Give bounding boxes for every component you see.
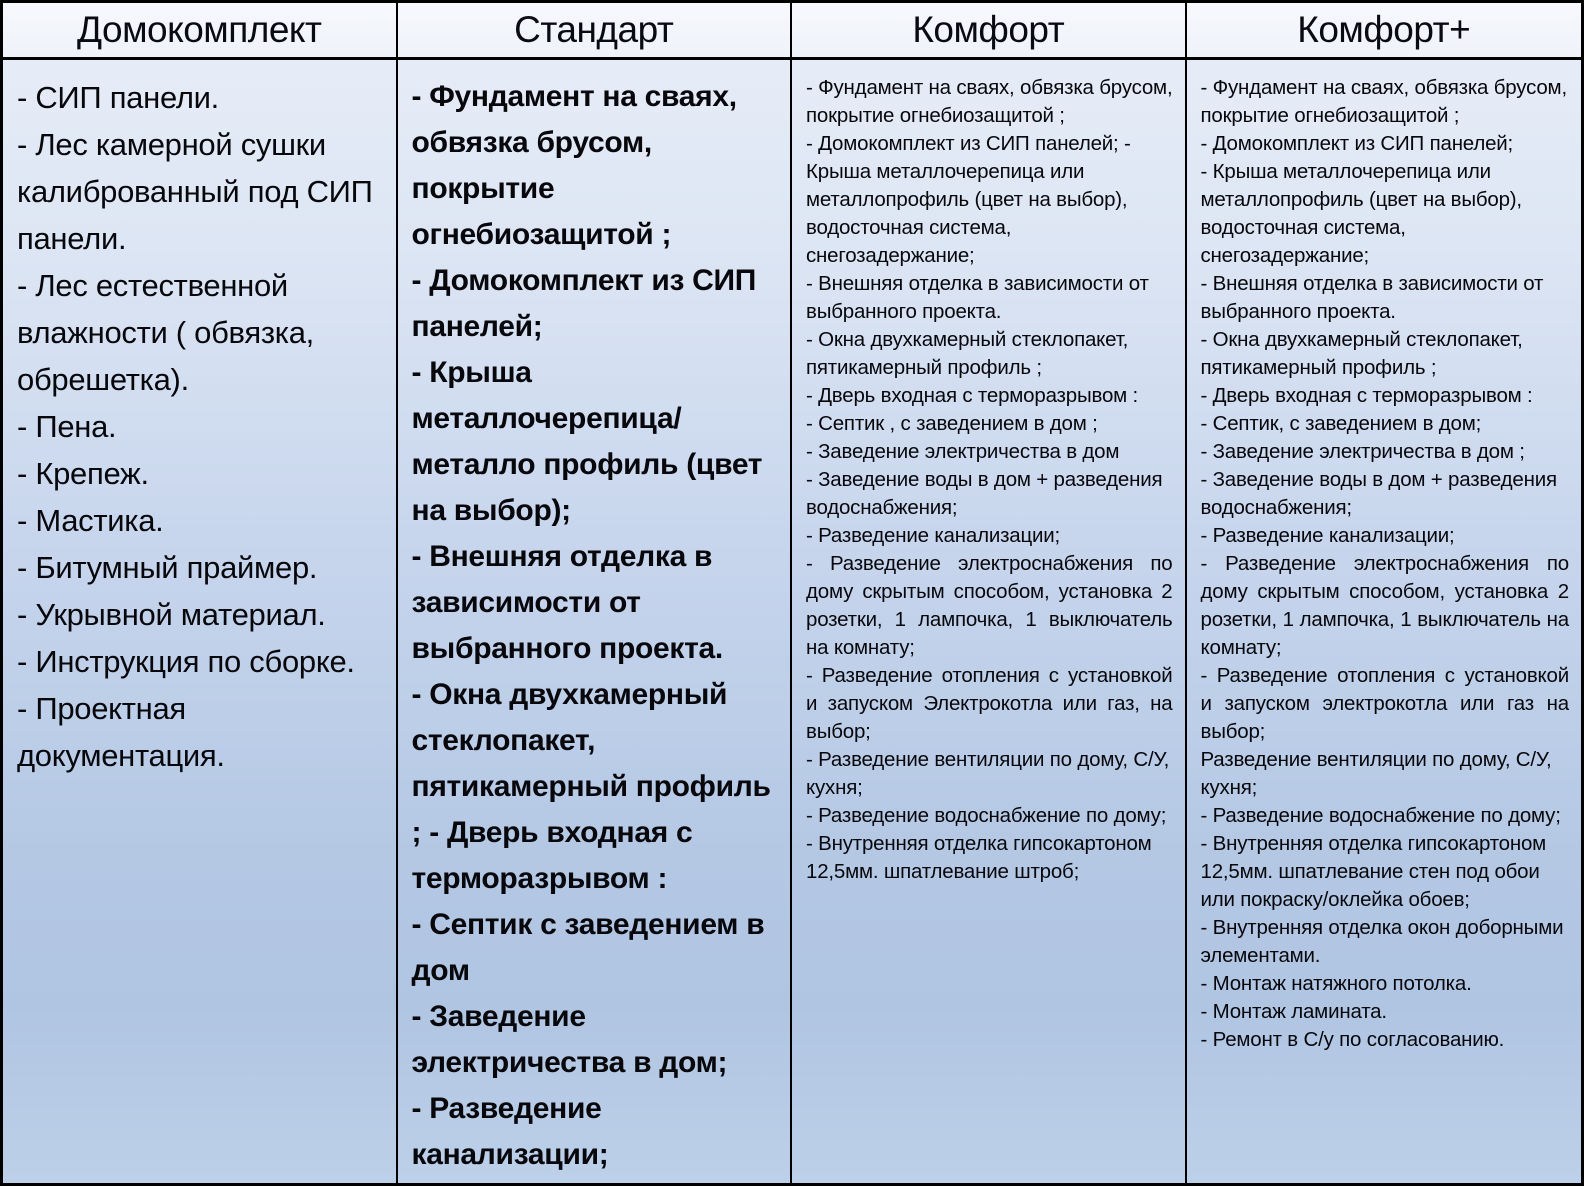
feature-item: - Крыша металлочерепица или металлопрофиль (цвет на выбор), водосточная система, снегозадержание; bbox=[1200, 160, 1522, 267]
feature-item: - Заведение электричества в дом ; bbox=[1200, 440, 1525, 463]
feature-item: - Домокомплект из СИП панелей; - Крыша металлочерепица или металлопрофиль (цвет на выбор), водосточная система, снегозадержание; bbox=[806, 132, 1131, 267]
column-body-komfort bbox=[792, 60, 1187, 1183]
feature-item: - Окна двухкамерный стеклопакет, пятикамерный профиль ; bbox=[806, 328, 1129, 379]
feature-item: - Внешняя отделка в зависимости от выбранного проекта. bbox=[1200, 272, 1544, 323]
feature-item: - Септик , с заведением в дом ; bbox=[806, 412, 1098, 435]
feature-item: - Внутренняя отделка окон доборными элементами. bbox=[1200, 916, 1564, 967]
feature-item: - Разведение отопления с установкой и запуском Электрокотла или газ, на выбор; bbox=[806, 664, 1173, 743]
feature-item: - Лес камерной сушки калиброванный под СИП панели. bbox=[17, 127, 373, 256]
feature-item: - Фундамент на сваях, обвязка брусом, покрытие огнебиозащитой ; bbox=[1200, 76, 1567, 127]
column-body-domokomplekt bbox=[3, 60, 398, 1183]
column-body-standart bbox=[398, 60, 793, 1183]
feature-item: - Окна двухкамерный стеклопакет, пятикамерный профиль ; - Дверь входная с терморазрывом : bbox=[411, 678, 771, 895]
feature-item: - Ремонт в С/у по согласованию. bbox=[1200, 1028, 1505, 1051]
feature-item: - Разведение канализации; bbox=[411, 1092, 609, 1171]
feature-item: - Разведение водоснабжение по дому; - Внутренняя отделка гипсокартоном 12,5мм. шпатлевание стен под обои или покраску/оклейка обоев; bbox=[1200, 804, 1561, 911]
feature-item: - Разведение электроснабжения по дому скрытым способом, установка 2 розетки, 1 лампочка, 1 выключатель на комнату; bbox=[1200, 552, 1569, 659]
feature-item: - Дверь входная с терморазрывом : bbox=[1200, 384, 1533, 407]
feature-item: - Монтаж натяжного потолка. bbox=[1200, 972, 1472, 995]
feature-item: - Крыша металлочерепица/металло профиль (цвет на выбор); bbox=[411, 356, 763, 527]
feature-item: - Проектная документация. bbox=[17, 691, 225, 773]
column-header-standart bbox=[398, 3, 793, 60]
column-body-komfort-plus bbox=[1187, 60, 1582, 1183]
feature-item: - Дверь входная с терморазрывом : bbox=[806, 384, 1139, 407]
feature-item: - Разведение электроснабжения по дому скрытым способом, установка 2 розетки, 1 лампочка, 1 выключатель на комнату; bbox=[806, 552, 1173, 659]
column-title: Комфорт bbox=[912, 9, 1065, 50]
feature-item: - Септик с заведением в дом bbox=[411, 908, 765, 987]
column-header-komfort bbox=[792, 3, 1187, 60]
feature-item: - Септик, с заведением в дом; bbox=[1200, 412, 1482, 435]
feature-item: - Крепеж. bbox=[17, 456, 149, 491]
column-title: Стандарт bbox=[514, 9, 674, 50]
feature-item: Разведение вентиляции по дому, С/У, кухня; bbox=[1200, 748, 1552, 799]
feature-item: - Заведение воды в дом + разведения водоснабжения; bbox=[1200, 468, 1557, 519]
feature-item: - Пена. bbox=[17, 409, 117, 444]
feature-item: - Мастика. bbox=[17, 503, 164, 538]
feature-item: - Укрывной материал. bbox=[17, 597, 326, 632]
column-header-komfort-plus bbox=[1187, 3, 1582, 60]
feature-item: - Внешняя отделка в зависимости от выбранного проекта. bbox=[411, 540, 723, 665]
feature-item: - Домокомплект из СИП панелей; bbox=[411, 264, 757, 343]
feature-item: - Монтаж ламината. bbox=[1200, 1000, 1387, 1023]
feature-item: - Внутренняя отделка гипсокартоном 12,5мм. шпатлевание штроб; bbox=[806, 832, 1152, 883]
feature-item: - Инструкция по сборке. bbox=[17, 644, 355, 679]
feature-item: - СИП панели. bbox=[17, 80, 219, 115]
feature-item: - Лес естественной влажности ( обвязка, обрешетка). bbox=[17, 268, 314, 397]
feature-item: - Заведение электричества в дом; bbox=[411, 1000, 728, 1079]
feature-item: - Внешняя отделка в зависимости от выбранного проекта. bbox=[806, 272, 1149, 323]
column-header-domokomplekt bbox=[3, 3, 398, 60]
feature-item: - Фундамент на сваях, обвязка брусом, покрытие огнебиозащитой ; bbox=[411, 80, 737, 251]
feature-item: - Битумный праймер. bbox=[17, 550, 318, 585]
feature-item: - Разведение вентиляции по дому, С/У, кухня; bbox=[806, 748, 1170, 799]
column-title: Домокомплект bbox=[77, 9, 322, 50]
feature-item: - Разведение канализации; bbox=[1200, 524, 1455, 547]
feature-item: - Заведение электричества в дом bbox=[806, 440, 1120, 463]
feature-item: - Домокомплект из СИП панелей; bbox=[1200, 132, 1514, 155]
column-title: Комфорт+ bbox=[1297, 9, 1471, 50]
feature-item: - Фундамент на сваях, обвязка брусом, покрытие огнебиозащитой ; bbox=[806, 76, 1173, 127]
feature-item: - Разведение водоснабжение по дому; bbox=[806, 804, 1167, 827]
feature-item: - Окна двухкамерный стеклопакет, пятикамерный профиль ; bbox=[1200, 328, 1523, 379]
feature-item: - Разведение отопления с установкой и запуском электрокотла или газ на выбор; bbox=[1200, 664, 1569, 743]
feature-item: - Разведение канализации; bbox=[806, 524, 1061, 547]
feature-item: - Заведение воды в дом + разведения водоснабжения; bbox=[806, 468, 1163, 519]
